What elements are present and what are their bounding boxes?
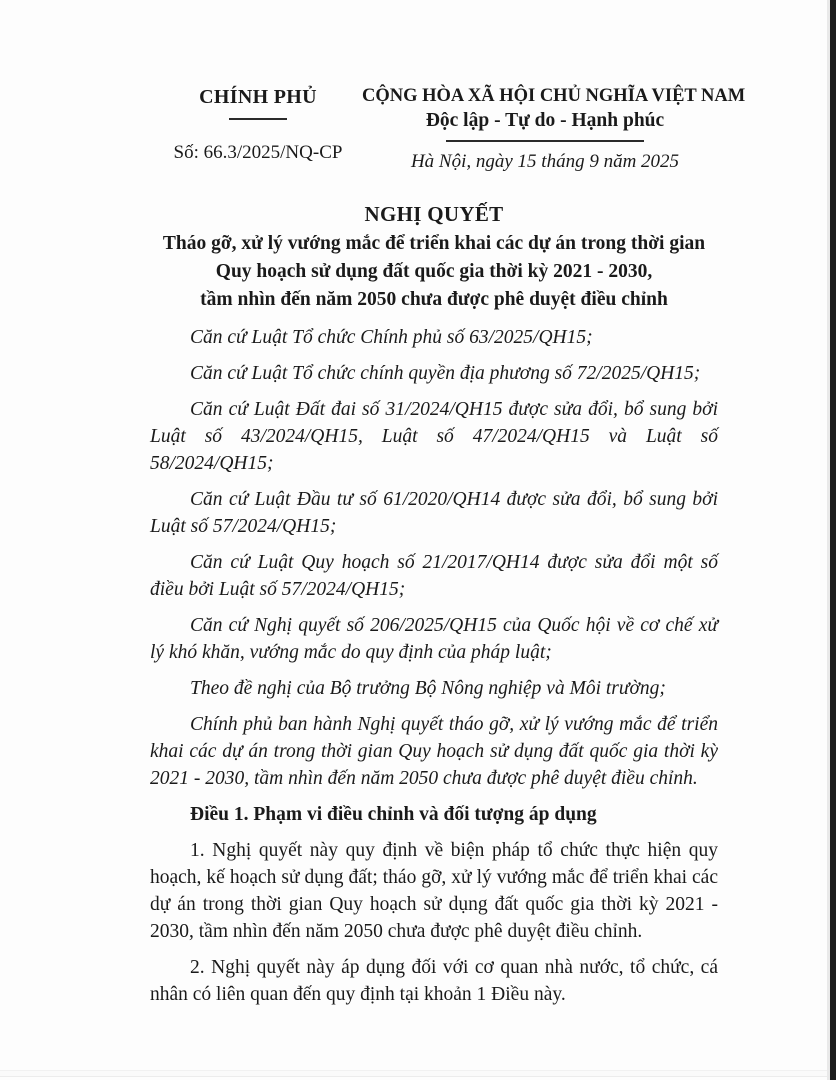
document-subtitle xyxy=(150,230,718,314)
document-type-title: NGHỊ QUYẾT xyxy=(364,202,504,226)
preamble-paragraph-6: Căn cứ Nghị quyết số 206/2025/QH15 của Quốc hội về cơ chế xử lý khó khăn, vướng mắc do quy định của pháp luật; xyxy=(150,615,718,663)
issuing-authority-block xyxy=(170,86,346,173)
preamble-paragraph-8: Chính phủ ban hành Nghị quyết tháo gỡ, xử lý vướng mắc để triển khai các dự án trong thời gian Quy hoạch sử dụng đất quốc gia thời kỳ 2021 - 2030, tầm nhìn đến năm 2050 chưa được phê duyệt điều chỉnh. xyxy=(150,714,718,789)
national-title: CỘNG HÒA XÃ HỘI CHỦ NGHĨA VIỆT NAM xyxy=(362,86,746,106)
authority-underline xyxy=(229,118,287,120)
national-heading-block xyxy=(362,86,746,173)
place-and-date: Hà Nội, ngày 15 tháng 9 năm 2025 xyxy=(410,151,680,172)
preamble-paragraph-3: Căn cứ Luật Đất đai số 31/2024/QH15 được sửa đổi, bổ sung bởi Luật số 43/2024/QH15, Luật số 47/2024/QH15 và Luật số 58/2024/QH15; xyxy=(150,399,718,474)
issuing-authority-name: CHÍNH PHỦ xyxy=(199,86,317,108)
document-header xyxy=(150,86,746,173)
document-body xyxy=(150,324,718,1017)
preamble-paragraph-1: Căn cứ Luật Tổ chức Chính phủ số 63/2025/QH15; xyxy=(190,327,593,348)
subtitle-line-1: Tháo gỡ, xử lý vướng mắc để triển khai các dự án trong thời gian xyxy=(162,233,706,254)
motto-underline xyxy=(446,140,644,142)
preamble-paragraph-4: Căn cứ Luật Đầu tư số 61/2020/QH14 được sửa đổi, bổ sung bởi Luật số 57/2024/QH15; xyxy=(150,489,718,537)
preamble-paragraph-2: Căn cứ Luật Tổ chức chính quyền địa phương số 72/2025/QH15; xyxy=(190,363,701,384)
subtitle-line-3: tầm nhìn đến năm 2050 chưa được phê duyệt điều chỉnh xyxy=(200,289,668,310)
national-motto: Độc lập - Tự do - Hạnh phúc xyxy=(425,110,665,131)
scan-right-edge xyxy=(830,0,836,1080)
subtitle-line-2: Quy hoạch sử dụng đất quốc gia thời kỳ 2021 - 2030, xyxy=(215,261,653,282)
article-1-clause-1: 1. Nghị quyết này quy định về biện pháp tổ chức thực hiện quy hoạch, kế hoạch sử dụng đất; tháo gỡ, xử lý vướng mắc để triển khai các dự án trong thời gian Quy hoạch sử dụng đất quốc gia thời kỳ 2021 - 2030, tầm nhìn đến năm 2050 chưa được phê duyệt điều chỉnh. xyxy=(150,840,718,942)
article-1-heading: Điều 1. Phạm vi điều chỉnh và đối tượng áp dụng xyxy=(190,804,597,825)
document-title-block xyxy=(150,202,718,314)
article-1-clause-2: 2. Nghị quyết này áp dụng đối với cơ quan nhà nước, tổ chức, cá nhân có liên quan đến quy định tại khoản 1 Điều này. xyxy=(150,957,718,1005)
preamble-paragraph-5: Căn cứ Luật Quy hoạch số 21/2017/QH14 được sửa đổi một số điều bởi Luật số 57/2024/QH15; xyxy=(150,552,718,600)
preamble-paragraph-7: Theo đề nghị của Bộ trưởng Bộ Nông nghiệp và Môi trường; xyxy=(190,678,666,699)
scan-bottom-edge xyxy=(0,1070,830,1077)
preamble xyxy=(150,324,718,792)
document-number: Số: 66.3/2025/NQ-CP xyxy=(173,142,343,163)
